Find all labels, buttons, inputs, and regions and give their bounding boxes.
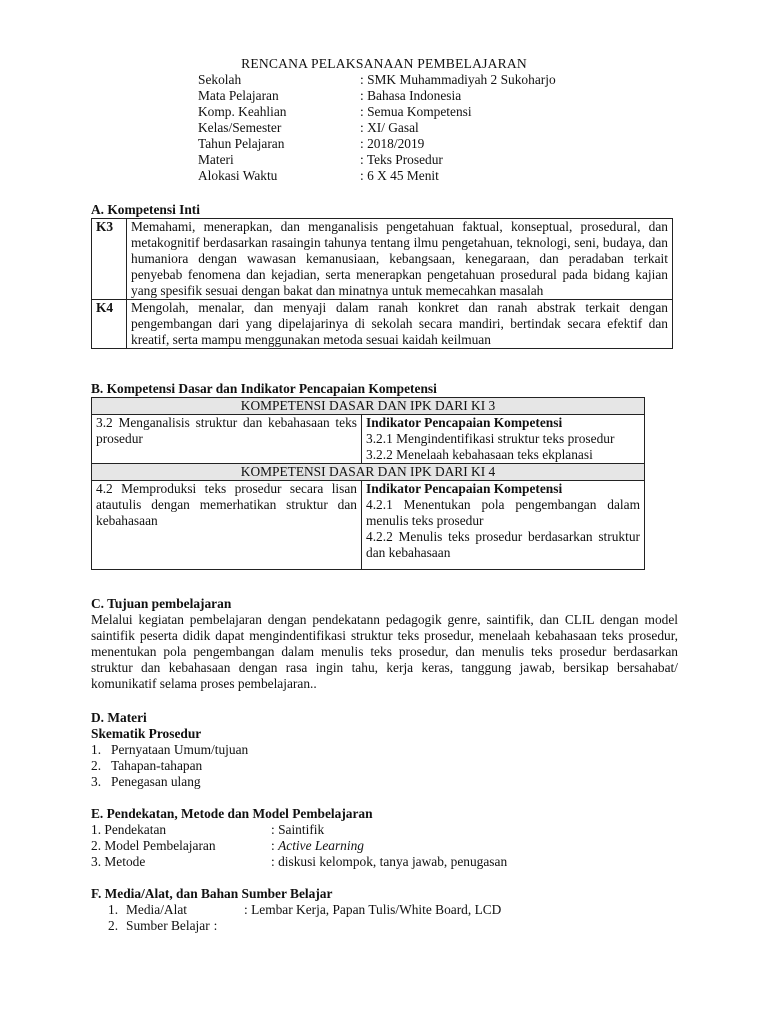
section-c-heading: C. Tujuan pembelajaran	[91, 596, 232, 611]
identity-label: Materi	[198, 152, 234, 167]
list-item	[91, 918, 501, 934]
identity-value: : XI/ Gasal	[360, 120, 419, 135]
kd-4-2: 4.2 Memproduksi teks prosedur secara lisan atautulis dengan memerhatikan struktur dan kebahasaan	[92, 481, 362, 570]
table-row	[92, 398, 645, 415]
list-item	[91, 854, 507, 870]
identity-value: : SMK Muhammadiyah 2 Sukoharjo	[360, 72, 556, 87]
identity-label: Tahun Pelajaran	[198, 136, 285, 151]
table-row	[92, 300, 673, 349]
list-item	[91, 742, 248, 758]
ipk-item: 4.2.2 Menulis teks prosedur berdasarkan struktur dan kebahasaan	[366, 529, 640, 560]
ki-code: K3	[92, 219, 127, 300]
ipk-title: Indikator Pencapaian Kompetensi	[366, 415, 563, 430]
identity-row	[198, 104, 556, 120]
identity-label: Komp. Keahlian	[198, 104, 287, 119]
ki-text: Memahami, menerapkan, dan menganalisis pengetahuan faktual, konseptual, prosedural, dan metakognitif berdasarkan rasaingin tahunya tentang ilmu pengetahuan, teknologi, seni, budaya, dan humaniora dengan wawasan kemanusiaan, kebangsaan, kenegaraan, dan peradaban terkait penyebab fenomena dan kejadian, serta menerapkan pengetahuan prosedural pada bidang kajian yang spesifik sesuai dengan bakat dan minatnya untuk memecahkan masalah	[127, 219, 673, 300]
ki-code: K4	[92, 300, 127, 349]
list-item	[91, 902, 501, 918]
tujuan-paragraph: Melalui kegiatan pembelajaran dengan pendekatann pedagogik genre, saintifik, dan CLIL dengan model saintifik peserta didik dapat mengindentifikasi struktur teks prosedur, menelaah kebahasaan teks prosedur, menentukan pola pengembangan dalam menulis teks prosedur, dan menulis teks prosedur berdasarkan struktur dan kebahasaan dengan rasa ingin tahu, kerja keras, tanggung jawab, bersikap bersahabat/ komunikatif selama proses pembelajaran..	[91, 612, 678, 691]
media-list	[91, 902, 501, 934]
kd-3-2: 3.2 Menganalisis struktur dan kebahasaan teks prosedur	[92, 415, 362, 464]
ipk-item: 4.2.1 Menentukan pola pengembangan dalam menulis teks prosedur	[366, 497, 640, 528]
ki-text: Mengolah, menalar, dan menyaji dalam ranah konkret dan ranah abstrak terkait dengan pengembangan dari yang dipelajarinya di sekolah secara mandiri, bertindak secara efektif dan kreatif, serta mampu menggunakan metoda sesuai kaidah keilmuan	[127, 300, 673, 349]
table-row	[92, 219, 673, 300]
item-label: Media/Alat	[126, 902, 187, 917]
identity-value: : Teks Prosedur	[360, 152, 443, 167]
identity-row	[198, 72, 556, 88]
identity-label: Mata Pelajaran	[198, 88, 279, 103]
list-number: 2.	[108, 918, 119, 933]
item-label: 2. Model Pembelajaran	[91, 838, 216, 853]
list-number: 3.	[91, 774, 102, 789]
ipk-item: 3.2.1 Mengindentifikasi struktur teks prosedur	[366, 431, 615, 446]
identity-label: Kelas/Semester	[198, 120, 282, 135]
item-value: : Lembar Kerja, Papan Tulis/White Board, LCD	[244, 902, 502, 917]
section-f-heading: F. Media/Alat, dan Bahan Sumber Belajar	[91, 886, 333, 901]
list-text: Tahapan-tahapan	[111, 758, 203, 773]
identity-row	[198, 136, 556, 152]
list-item	[91, 758, 248, 774]
item-value: : diskusi kelompok, tanya jawab, penugasan	[271, 854, 508, 869]
pendekatan-list	[91, 822, 507, 870]
ipk-title: Indikator Pencapaian Kompetensi	[366, 481, 563, 496]
ki4-header: KOMPETENSI DASAR DAN IPK DARI KI 4	[92, 464, 645, 481]
table-row	[92, 415, 645, 464]
kompetensi-dasar-table	[91, 397, 645, 570]
identity-value: : Bahasa Indonesia	[360, 88, 462, 103]
identity-row	[198, 152, 556, 168]
list-number: 1.	[108, 902, 119, 917]
table-row	[92, 464, 645, 481]
list-text: Penegasan ulang	[111, 774, 201, 789]
identity-row	[198, 120, 556, 136]
item-label: 1. Pendekatan	[91, 822, 167, 837]
document-title: RENCANA PELAKSANAAN PEMBELAJARAN	[241, 56, 527, 71]
section-a-heading: A. Kompetensi Inti	[91, 202, 200, 217]
table-row	[92, 481, 645, 570]
item-value	[271, 838, 364, 854]
section-d-heading: D. Materi	[91, 710, 147, 725]
ipk-cell	[362, 415, 645, 464]
identity-value: : 2018/2019	[360, 136, 425, 151]
identity-label: Alokasi Waktu	[198, 168, 278, 183]
identity-row	[198, 168, 556, 184]
identity-value: : 6 X 45 Menit	[360, 168, 439, 183]
kompetensi-inti-table	[91, 218, 673, 349]
ipk-cell	[362, 481, 645, 570]
section-b-heading: B. Kompetensi Dasar dan Indikator Pencapaian Kompetensi	[91, 381, 437, 396]
list-text: Pernyataan Umum/tujuan	[111, 742, 249, 757]
identity-block	[198, 72, 556, 184]
item-value: : Saintifik	[271, 822, 325, 837]
item-label: 3. Metode	[91, 854, 146, 869]
list-item	[91, 822, 507, 838]
item-label: Sumber Belajar	[126, 918, 210, 933]
ki3-header: KOMPETENSI DASAR DAN IPK DARI KI 3	[92, 398, 645, 415]
materi-list	[91, 742, 248, 790]
list-number: 2.	[91, 758, 102, 773]
section-e-heading: E. Pendekatan, Metode dan Model Pembelajaran	[91, 806, 373, 821]
identity-label: Sekolah	[198, 72, 242, 87]
item-colon: :	[271, 838, 279, 853]
item-italic-value: Active Learning	[278, 838, 364, 853]
item-value: :	[213, 918, 218, 933]
list-item	[91, 838, 507, 854]
list-number: 1.	[91, 742, 102, 757]
ipk-item: 3.2.2 Menelaah kebahasaan teks ekplanasi	[366, 447, 593, 462]
identity-value: : Semua Kompetensi	[360, 104, 472, 119]
identity-row	[198, 88, 556, 104]
list-item	[91, 774, 248, 790]
section-d-subheading: Skematik Prosedur	[91, 726, 202, 741]
